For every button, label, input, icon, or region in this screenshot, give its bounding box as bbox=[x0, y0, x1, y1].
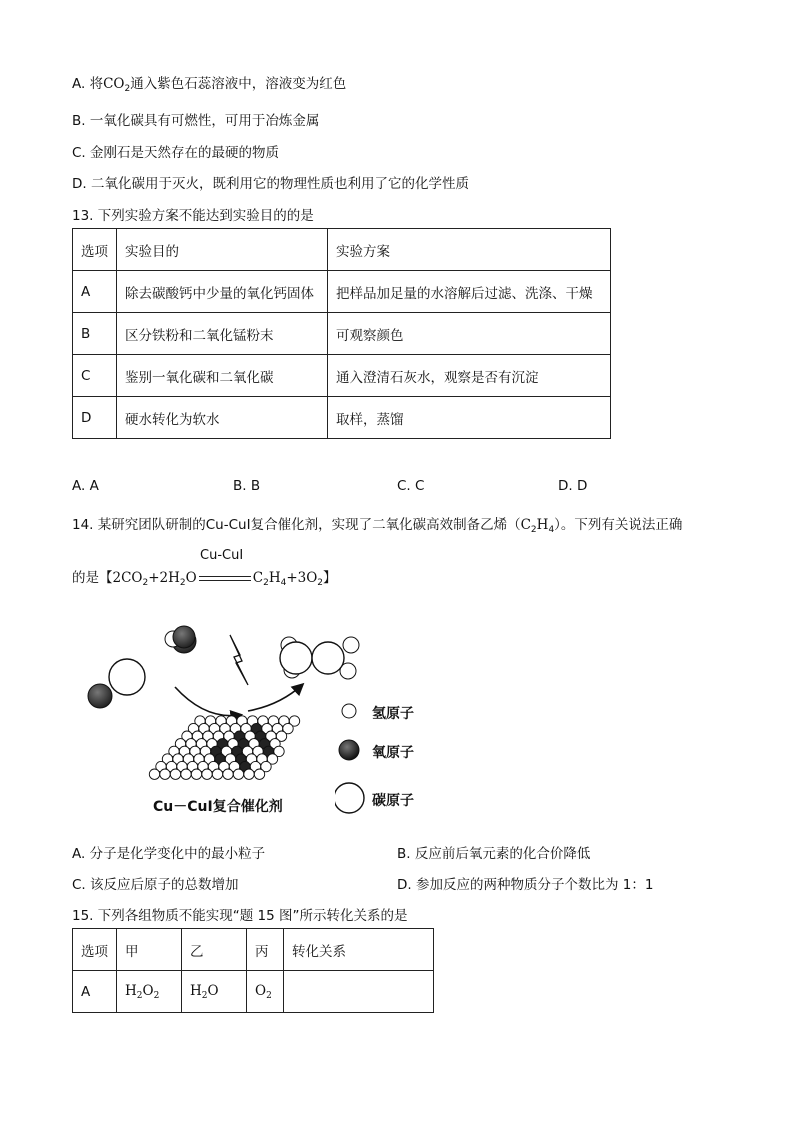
hydrogen-atom-icon bbox=[342, 704, 356, 718]
lattice-atom bbox=[254, 769, 264, 779]
table-cell: 把样品加足量的水溶解后过滤、洗涤、干燥 bbox=[328, 271, 611, 313]
lattice-atom bbox=[191, 769, 201, 779]
catalyst-caption: Cu－CuI复合催化剂 bbox=[153, 799, 283, 815]
q14-stem: 14. 某研究团队研制的Cu-CuI复合催化剂，实现了二氧化碳高效制备乙烯$(C_2H_4)$。下列有关说法正确 bbox=[72, 517, 683, 535]
table-row bbox=[73, 313, 611, 355]
table-header-cell: 选项 bbox=[73, 929, 117, 971]
q12-option-b: B. 一氧化碳具有可燃性，可用于冶炼金属 bbox=[72, 113, 320, 129]
table-cell bbox=[284, 971, 434, 1013]
oxygen-atom-icon bbox=[339, 740, 359, 760]
lattice-atom bbox=[202, 769, 212, 779]
q13-option-c: C. C bbox=[397, 478, 425, 494]
table-cell: C bbox=[73, 355, 117, 397]
lattice-atom bbox=[149, 769, 159, 779]
legend-symbols bbox=[335, 700, 375, 820]
table-header-cell: 实验方案 bbox=[328, 229, 611, 271]
table-header-cell: 选项 bbox=[73, 229, 117, 271]
table-header-row bbox=[73, 929, 434, 971]
table-row bbox=[73, 271, 611, 313]
table-cell: $H_2O$ bbox=[182, 971, 247, 1013]
table-cell: 硬水转化为软水 bbox=[117, 397, 328, 439]
q13-option-b: B. B bbox=[233, 478, 261, 494]
equation-equals-sign bbox=[199, 576, 251, 581]
q12-option-c: C. 金刚石是天然存在的最硬的物质 bbox=[72, 145, 280, 161]
table-cell: 取样，蒸馏 bbox=[328, 397, 611, 439]
lattice-atom bbox=[212, 769, 222, 779]
q12-option-a: A. 将$CO_2$通入紫色石蕊溶液中，溶液变为红色 bbox=[72, 76, 347, 94]
q13-option-a: A. A bbox=[72, 478, 99, 494]
product-arrow-icon bbox=[248, 685, 302, 711]
q14-option-a: A. 分子是化学变化中的最小粒子 bbox=[72, 846, 266, 862]
table-cell: B bbox=[73, 313, 117, 355]
lattice-atom bbox=[181, 769, 191, 779]
table-header-cell: 转化关系 bbox=[284, 929, 434, 971]
q14-option-d: D. 参加反应的两种物质分子个数比为 1：1 bbox=[397, 877, 654, 893]
table-header-cell: 乙 bbox=[182, 929, 247, 971]
carbon-atom-icon bbox=[335, 783, 364, 813]
table-cell: 区分铁粉和二氧化锰粉末 bbox=[117, 313, 328, 355]
lattice-atom bbox=[170, 769, 180, 779]
table-row bbox=[73, 971, 434, 1013]
legend-oxygen-label: 氧原子 bbox=[372, 745, 414, 761]
table-cell: D bbox=[73, 397, 117, 439]
reactant-arrow-icon bbox=[175, 687, 240, 716]
table-cell: $H_2O_2$ bbox=[117, 971, 182, 1013]
table-header-row bbox=[73, 229, 611, 271]
lattice-atom bbox=[223, 769, 233, 779]
table-row bbox=[73, 397, 611, 439]
table-cell: 可观察颜色 bbox=[328, 313, 611, 355]
q12-option-d: D. 二氧化碳用于灭火，既利用它的物理性质也利用了它的化学性质 bbox=[72, 176, 469, 192]
table-cell: 鉴别一氧化碳和二氧化碳 bbox=[117, 355, 328, 397]
q13-stem: 13. 下列实验方案不能达到实验目的的是 bbox=[72, 208, 314, 224]
table-header-cell: 甲 bbox=[117, 929, 182, 971]
table-cell: $O_2$ bbox=[247, 971, 284, 1013]
table-header-cell: 丙 bbox=[247, 929, 284, 971]
legend-hydrogen-label: 氢原子 bbox=[372, 706, 414, 722]
q15-stem: 15. 下列各组物质不能实现“题 15 图”所示转化关系的是 bbox=[72, 908, 408, 924]
lattice-atom bbox=[244, 769, 254, 779]
table-cell: 通入澄清石灰水，观察是否有沉淀 bbox=[328, 355, 611, 397]
table-header-cell: 实验目的 bbox=[117, 229, 328, 271]
q13-table bbox=[72, 228, 611, 439]
equation-catalyst: Cu-CuI bbox=[200, 548, 244, 563]
table-cell: A bbox=[73, 271, 117, 313]
table-row bbox=[73, 355, 611, 397]
table-cell: A bbox=[73, 971, 117, 1013]
q14-option-b: B. 反应前后氧元素的化合价降低 bbox=[397, 846, 591, 862]
q14-option-c: C. 该反应后原子的总数增加 bbox=[72, 877, 239, 893]
lattice-atom bbox=[160, 769, 170, 779]
catalyst-lattice bbox=[149, 716, 299, 780]
water-molecule-icon bbox=[165, 626, 195, 648]
q13-option-d: D. D bbox=[558, 478, 588, 494]
lattice-atom bbox=[233, 769, 243, 779]
ethylene-molecule-icon bbox=[280, 637, 359, 679]
q15-table bbox=[72, 928, 434, 1013]
energy-bolt-icon bbox=[230, 635, 248, 685]
table-cell: 除去碳酸钙中少量的氧化钙固体 bbox=[117, 271, 328, 313]
legend-carbon-label: 碳原子 bbox=[372, 793, 414, 809]
q14-equation: 的是【$2CO_2+2H_2O$ $C_2H_4+3O_2$】 bbox=[72, 570, 337, 588]
